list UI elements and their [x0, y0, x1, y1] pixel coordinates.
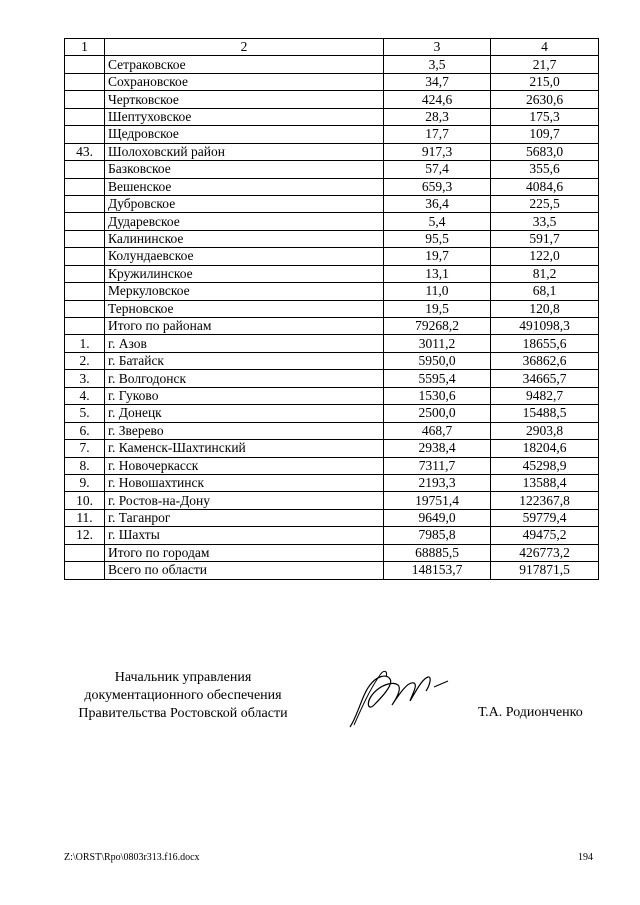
row-number-cell: 2.	[65, 352, 105, 369]
row-number-cell: 12.	[65, 527, 105, 544]
row-number-cell: 43.	[65, 143, 105, 160]
row-number-cell	[65, 283, 105, 300]
signatory-title-line-2: документационного обеспечения	[84, 688, 282, 703]
row-name-cell: Сохрановское	[105, 73, 384, 90]
row-number-cell	[65, 213, 105, 230]
row-name-cell: Дударевское	[105, 213, 384, 230]
row-number-cell: 4.	[65, 387, 105, 404]
table-row	[65, 143, 599, 160]
row-number-cell	[65, 161, 105, 178]
row-value-4-cell: 122,0	[491, 248, 599, 265]
row-name-cell: г. Азов	[105, 335, 384, 352]
row-value-4-cell: 122367,8	[491, 492, 599, 509]
row-name-cell: Вешенское	[105, 178, 384, 195]
row-number-cell	[65, 230, 105, 247]
row-value-3-cell: 19751,4	[384, 492, 491, 509]
row-value-4-cell: 15488,5	[491, 405, 599, 422]
row-value-4-cell: 426773,2	[491, 544, 599, 561]
table-row	[65, 544, 599, 561]
row-name-cell: Щедровское	[105, 126, 384, 143]
row-value-3-cell: 34,7	[384, 73, 491, 90]
table-row	[65, 318, 599, 335]
row-number-cell: 1.	[65, 335, 105, 352]
column-number-header: 1	[65, 39, 105, 56]
row-name-cell: Кружилинское	[105, 265, 384, 282]
file-path: Z:\ORST\Rpo\0803r313.f16.docx	[64, 852, 200, 863]
table-row	[65, 108, 599, 125]
row-number-cell	[65, 195, 105, 212]
row-name-cell: г. Батайск	[105, 352, 384, 369]
row-value-3-cell: 17,7	[384, 126, 491, 143]
row-value-4-cell: 4084,6	[491, 178, 599, 195]
row-number-cell	[65, 73, 105, 90]
row-value-4-cell: 120,8	[491, 300, 599, 317]
row-name-cell: Колундаевское	[105, 248, 384, 265]
row-value-4-cell: 917871,5	[491, 562, 599, 579]
row-value-3-cell: 424,6	[384, 91, 491, 108]
column-value-4-header: 4	[491, 39, 599, 56]
handwritten-signature	[340, 655, 460, 735]
table-row	[65, 457, 599, 474]
row-value-3-cell: 5950,0	[384, 352, 491, 369]
row-value-3-cell: 2500,0	[384, 405, 491, 422]
row-value-4-cell: 18204,6	[491, 440, 599, 457]
row-value-4-cell: 215,0	[491, 73, 599, 90]
page-number: 194	[578, 852, 593, 863]
row-value-3-cell: 1530,6	[384, 387, 491, 404]
row-name-cell: Шолоховский район	[105, 143, 384, 160]
row-name-cell: г. Таганрог	[105, 509, 384, 526]
table-row	[65, 405, 599, 422]
row-value-3-cell: 28,3	[384, 108, 491, 125]
row-value-3-cell: 95,5	[384, 230, 491, 247]
table-row	[65, 213, 599, 230]
row-value-3-cell: 7985,8	[384, 527, 491, 544]
table-header-row	[65, 39, 599, 56]
table-row	[65, 509, 599, 526]
table-row	[65, 91, 599, 108]
row-value-3-cell: 79268,2	[384, 318, 491, 335]
row-name-cell: г. Ростов-на-Дону	[105, 492, 384, 509]
row-number-cell	[65, 544, 105, 561]
row-name-cell: г. Гуково	[105, 387, 384, 404]
row-name-cell: Терновское	[105, 300, 384, 317]
signatory-title	[58, 669, 308, 723]
row-name-cell: г. Новошахтинск	[105, 474, 384, 491]
row-value-4-cell: 5683,0	[491, 143, 599, 160]
column-value-3-header: 3	[384, 39, 491, 56]
row-name-cell: Итого по городам	[105, 544, 384, 561]
row-name-cell: Всего по области	[105, 562, 384, 579]
row-value-4-cell: 109,7	[491, 126, 599, 143]
row-value-3-cell: 7311,7	[384, 457, 491, 474]
column-name-header: 2	[105, 39, 384, 56]
row-value-4-cell: 59779,4	[491, 509, 599, 526]
row-name-cell: Меркуловское	[105, 283, 384, 300]
row-value-4-cell: 225,5	[491, 195, 599, 212]
row-value-3-cell: 5595,4	[384, 370, 491, 387]
row-number-cell	[65, 248, 105, 265]
row-number-cell	[65, 265, 105, 282]
row-value-4-cell: 491098,3	[491, 318, 599, 335]
signatory-name: Т.А. Родионченко	[478, 705, 583, 720]
table-row	[65, 283, 599, 300]
row-name-cell: г. Новочеркасск	[105, 457, 384, 474]
row-number-cell	[65, 91, 105, 108]
row-value-3-cell: 2193,3	[384, 474, 491, 491]
row-number-cell	[65, 318, 105, 335]
row-value-4-cell: 175,3	[491, 108, 599, 125]
row-name-cell: г. Донецк	[105, 405, 384, 422]
table-row	[65, 527, 599, 544]
table-row	[65, 161, 599, 178]
table-row	[65, 195, 599, 212]
row-number-cell	[65, 300, 105, 317]
row-value-4-cell: 45298,9	[491, 457, 599, 474]
row-number-cell	[65, 178, 105, 195]
table-row	[65, 440, 599, 457]
row-value-4-cell: 33,5	[491, 213, 599, 230]
row-name-cell: Сетраковское	[105, 56, 384, 73]
row-value-4-cell: 34665,7	[491, 370, 599, 387]
row-value-3-cell: 11,0	[384, 283, 491, 300]
row-number-cell: 9.	[65, 474, 105, 491]
signatory-title-line-1: Начальник управления	[114, 670, 252, 685]
table-row	[65, 335, 599, 352]
row-number-cell	[65, 562, 105, 579]
table-row	[65, 370, 599, 387]
row-number-cell	[65, 126, 105, 143]
row-name-cell: г. Шахты	[105, 527, 384, 544]
table-row	[65, 422, 599, 439]
row-name-cell: Чертковское	[105, 91, 384, 108]
row-value-3-cell: 9649,0	[384, 509, 491, 526]
row-value-3-cell: 13,1	[384, 265, 491, 282]
signatory-title-line-3: Правительства Ростовской области	[78, 706, 288, 721]
table-body	[65, 39, 599, 580]
row-value-3-cell: 3,5	[384, 56, 491, 73]
row-value-4-cell: 9482,7	[491, 387, 599, 404]
table-row	[65, 300, 599, 317]
row-number-cell: 5.	[65, 405, 105, 422]
row-value-4-cell: 18655,6	[491, 335, 599, 352]
row-value-4-cell: 21,7	[491, 56, 599, 73]
table-row	[65, 248, 599, 265]
table-row	[65, 352, 599, 369]
row-value-4-cell: 49475,2	[491, 527, 599, 544]
table-row	[65, 56, 599, 73]
row-name-cell: Шептуховское	[105, 108, 384, 125]
row-name-cell: Дубровское	[105, 195, 384, 212]
row-number-cell: 11.	[65, 509, 105, 526]
row-value-4-cell: 2630,6	[491, 91, 599, 108]
row-number-cell: 10.	[65, 492, 105, 509]
row-value-4-cell: 13588,4	[491, 474, 599, 491]
row-number-cell: 3.	[65, 370, 105, 387]
row-name-cell: г. Каменск-Шахтинский	[105, 440, 384, 457]
row-value-3-cell: 19,5	[384, 300, 491, 317]
data-table	[64, 38, 599, 580]
row-name-cell: Калининское	[105, 230, 384, 247]
row-number-cell	[65, 56, 105, 73]
row-name-cell: Итого по районам	[105, 318, 384, 335]
table-row	[65, 126, 599, 143]
row-value-4-cell: 591,7	[491, 230, 599, 247]
row-name-cell: Базковское	[105, 161, 384, 178]
row-value-3-cell: 2938,4	[384, 440, 491, 457]
row-value-3-cell: 3011,2	[384, 335, 491, 352]
row-number-cell	[65, 108, 105, 125]
table-row	[65, 474, 599, 491]
row-value-3-cell: 19,7	[384, 248, 491, 265]
row-value-3-cell: 659,3	[384, 178, 491, 195]
table-row	[65, 265, 599, 282]
row-name-cell: г. Волгодонск	[105, 370, 384, 387]
row-value-3-cell: 148153,7	[384, 562, 491, 579]
row-value-3-cell: 917,3	[384, 143, 491, 160]
row-number-cell: 7.	[65, 440, 105, 457]
row-value-3-cell: 57,4	[384, 161, 491, 178]
row-value-4-cell: 36862,6	[491, 352, 599, 369]
row-value-3-cell: 68885,5	[384, 544, 491, 561]
row-value-4-cell: 2903,8	[491, 422, 599, 439]
row-number-cell: 8.	[65, 457, 105, 474]
row-value-3-cell: 36,4	[384, 195, 491, 212]
row-value-4-cell: 81,2	[491, 265, 599, 282]
table-row	[65, 562, 599, 579]
table-row	[65, 492, 599, 509]
table-row	[65, 230, 599, 247]
row-value-4-cell: 68,1	[491, 283, 599, 300]
row-value-3-cell: 5,4	[384, 213, 491, 230]
row-number-cell: 6.	[65, 422, 105, 439]
table-row	[65, 178, 599, 195]
row-name-cell: г. Зверево	[105, 422, 384, 439]
row-value-4-cell: 355,6	[491, 161, 599, 178]
row-value-3-cell: 468,7	[384, 422, 491, 439]
table-row	[65, 387, 599, 404]
table-row	[65, 73, 599, 90]
